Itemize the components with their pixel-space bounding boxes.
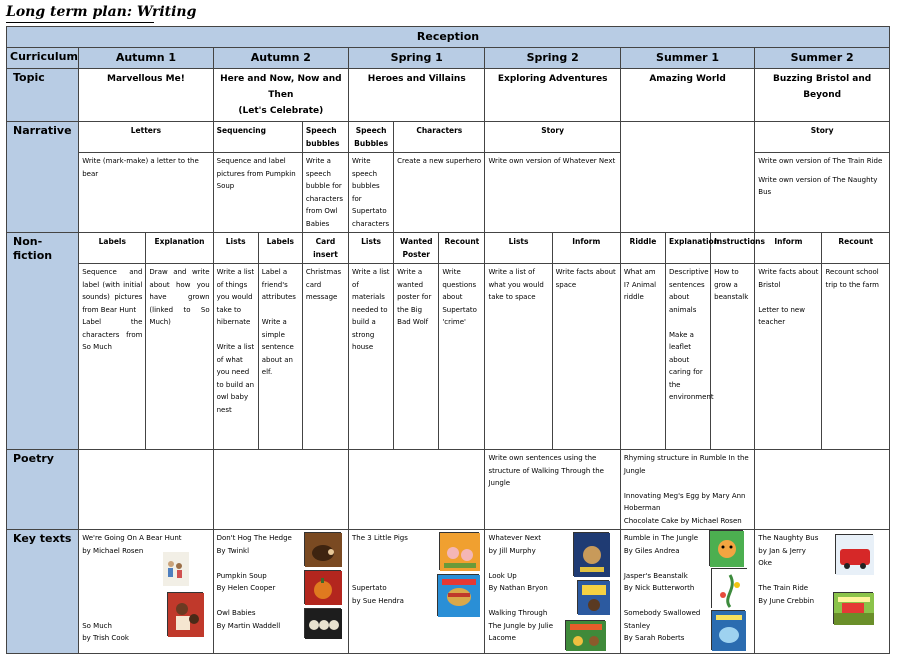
nonfiction-heading: Inform bbox=[552, 233, 620, 264]
three-little-pigs-book-cover-image bbox=[439, 532, 479, 570]
key-texts-autumn-2 bbox=[213, 530, 348, 654]
narrative-a1-text: Write (mark-make) a letter to the bear bbox=[79, 153, 213, 233]
nonfiction-heading: Riddle bbox=[620, 233, 665, 264]
narrative-a1-heading: Letters bbox=[79, 122, 213, 153]
term-spring-2: Spring 2 bbox=[485, 48, 620, 69]
narrative-su2-text-2: Write own version of The Naughty Bus bbox=[758, 175, 878, 196]
nonfiction-text: Write a wanted poster for the Big Bad Wolf bbox=[394, 264, 439, 450]
narrative-s1-speech-text: Write speech bubbles for Supertato characters bbox=[349, 153, 394, 233]
topic-autumn-2: Here and Now, Now and Then (Let's Celebrate) bbox=[213, 69, 348, 122]
poetry-summer-1: Rhyming structure in Rumble In the Jungle Innovating Meg's Egg by Mary Ann Hoberman Chocolate Cake by Michael Rosen bbox=[620, 450, 754, 530]
term-autumn-2: Autumn 2 bbox=[213, 48, 348, 69]
term-summer-1: Summer 1 bbox=[620, 48, 754, 69]
narrative-a2-sequencing-text: Sequence and label pictures from Pumpkin Soup bbox=[213, 153, 302, 233]
nonfiction-heading: Recount bbox=[822, 233, 890, 264]
key-texts-spring-1-list: The 3 Little Pigs Supertato by Sue Hendra bbox=[352, 534, 408, 605]
narrative-s1-characters-heading: Characters bbox=[394, 122, 485, 153]
row-label-poetry: Poetry bbox=[7, 450, 79, 530]
narrative-su2-heading: Story bbox=[755, 122, 890, 153]
nonfiction-text: Write facts about space bbox=[552, 264, 620, 450]
nonfiction-text: What am I? Animal riddle bbox=[620, 264, 665, 450]
row-label-key-texts: Key texts bbox=[7, 530, 79, 654]
narrative-su2-text bbox=[755, 153, 890, 233]
narrative-s1-speech-heading: Speech Bubbles bbox=[349, 122, 394, 153]
narrative-su2-text-1: Write own version of The Train Ride bbox=[758, 157, 883, 165]
dont-hog-the-hedge-book-cover-image bbox=[304, 532, 341, 566]
key-texts-spring-2 bbox=[485, 530, 620, 654]
nonfiction-text: Christmas card message bbox=[302, 264, 348, 450]
nonfiction-heading: Inform bbox=[755, 233, 822, 264]
key-texts-summer-1-list: Rumble in The Jungle By Giles Andrea Jasper's Beanstalk By Nick Butterworth Somebody Swallowed Stanley By Sarah Roberts bbox=[623, 534, 701, 642]
narrative-summer-1-empty bbox=[620, 122, 754, 233]
nonfiction-heading: Lists bbox=[485, 233, 552, 264]
poetry-spring-2: Write own sentences using the structure of Walking Through the Jungle bbox=[485, 450, 620, 530]
key-texts-spring-2-list: Whatever Next by Jill Murphy Look Up By Nathan Bryon Walking Through The Jungle by Julie Lacome bbox=[488, 534, 554, 642]
narrative-s1-characters-text: Create a new superhero bbox=[394, 153, 485, 233]
page-title: Long term plan: Writing bbox=[6, 4, 197, 20]
nonfiction-heading: Explanation bbox=[666, 233, 711, 264]
the-train-ride-book-cover-image bbox=[833, 592, 873, 624]
nonfiction-heading: Wanted Poster bbox=[394, 233, 439, 264]
topic-autumn-1: Marvellous Me! bbox=[79, 69, 213, 122]
whatever-next-book-cover-image bbox=[573, 532, 609, 576]
poetry-spring-1 bbox=[349, 450, 485, 530]
nonfiction-text: Write a list of what you would take to space bbox=[485, 264, 552, 450]
nonfiction-heading: Explanation bbox=[146, 233, 213, 264]
walking-through-the-jungle-book-cover-image bbox=[565, 620, 605, 650]
nonfiction-text: Write facts about Bristol Letter to new teacher bbox=[755, 264, 822, 450]
narrative-a2-sequencing-heading: Sequencing bbox=[213, 122, 302, 153]
topic-spring-1: Heroes and Villains bbox=[349, 69, 485, 122]
bear-hunt-book-cover-image bbox=[163, 552, 189, 586]
nonfiction-text: Recount school trip to the farm bbox=[822, 264, 890, 450]
nonfiction-text: Write questions about Supertato 'crime' bbox=[439, 264, 485, 450]
narrative-s2-text: Write own version of Whatever Next bbox=[485, 153, 620, 233]
nonfiction-heading: Labels bbox=[258, 233, 302, 264]
nonfiction-text: Write a list of materials needed to build a strong house bbox=[349, 264, 394, 450]
nonfiction-heading: Lists bbox=[213, 233, 258, 264]
key-texts-autumn-2-list: Don't Hog The Hedge By Twinkl Pumpkin Soup By Helen Cooper Owl Babies By Martin Waddell bbox=[216, 534, 292, 630]
key-texts-summer-2 bbox=[755, 530, 890, 654]
nonfiction-heading: Card insert bbox=[302, 233, 348, 264]
so-much-book-cover-image bbox=[167, 592, 203, 636]
term-summer-2: Summer 2 bbox=[755, 48, 890, 69]
key-texts-summer-1 bbox=[620, 530, 754, 654]
topic-summer-2: Buzzing Bristol and Beyond bbox=[755, 69, 890, 122]
key-texts-spring-1 bbox=[349, 530, 485, 654]
term-autumn-1: Autumn 1 bbox=[79, 48, 213, 69]
poetry-summer-2 bbox=[755, 450, 890, 530]
key-texts-summer-2-list: The Naughty Bus by Jan & Jerry Oke The Train Ride By June Crebbin bbox=[758, 534, 819, 605]
key-texts-autumn-1-list: We're Going On A Bear Hunt by Michael Rosen So Much by Trish Cook bbox=[82, 534, 182, 642]
the-naughty-bus-book-cover-image bbox=[835, 534, 873, 574]
nonfiction-heading: Lists bbox=[349, 233, 394, 264]
owl-babies-book-cover-image bbox=[304, 608, 341, 638]
nonfiction-heading: Labels bbox=[79, 233, 146, 264]
nonfiction-text: Label a friend's attributes Write a simple sentence about an elf. bbox=[258, 264, 302, 450]
pumpkin-soup-book-cover-image bbox=[304, 570, 341, 604]
look-up-book-cover-image bbox=[577, 580, 609, 614]
poetry-autumn-2 bbox=[213, 450, 348, 530]
nonfiction-text: Draw and write about how you have grown (linked to So Much) bbox=[146, 264, 213, 450]
nonfiction-heading: Recount bbox=[439, 233, 485, 264]
nonfiction-text: Write a list of things you would take to hibernate Write a list of what you need to build an owl baby nest bbox=[213, 264, 258, 450]
title-underline bbox=[6, 22, 154, 23]
narrative-a2-speech-text: Write a speech bubble for characters from Owl Babies bbox=[302, 153, 348, 233]
row-label-nonfiction: Non-fiction bbox=[7, 233, 79, 450]
jaspers-beanstalk-book-cover-image bbox=[711, 568, 747, 608]
topic-summer-1: Amazing World bbox=[620, 69, 754, 122]
rumble-in-the-jungle-book-cover-image bbox=[709, 530, 743, 566]
nonfiction-text: Sequence and label (with initial sounds) pictures from Bear Hunt Label the characters from So Much bbox=[79, 264, 146, 450]
nonfiction-heading: Instructions bbox=[711, 233, 755, 264]
somebody-swallowed-stanley-book-cover-image bbox=[711, 610, 745, 650]
topic-spring-2: Exploring Adventures bbox=[485, 69, 620, 122]
long-term-plan-table bbox=[6, 26, 890, 654]
narrative-s2-heading: Story bbox=[485, 122, 620, 153]
narrative-a2-speech-heading: Speech bubbles bbox=[302, 122, 348, 153]
nonfiction-text: How to grow a beanstalk bbox=[711, 264, 755, 450]
nonfiction-text: Descriptive sentences about animals Make a leaflet about caring for the environment bbox=[666, 264, 711, 450]
supertato-book-cover-image bbox=[437, 574, 479, 616]
poetry-autumn-1 bbox=[79, 450, 213, 530]
term-spring-1: Spring 1 bbox=[349, 48, 485, 69]
row-label-curriculum: Curriculum bbox=[7, 48, 79, 69]
reception-banner: Reception bbox=[7, 27, 890, 48]
row-label-narrative: Narrative bbox=[7, 122, 79, 233]
key-texts-autumn-1 bbox=[79, 530, 213, 654]
row-label-topic: Topic bbox=[7, 69, 79, 122]
